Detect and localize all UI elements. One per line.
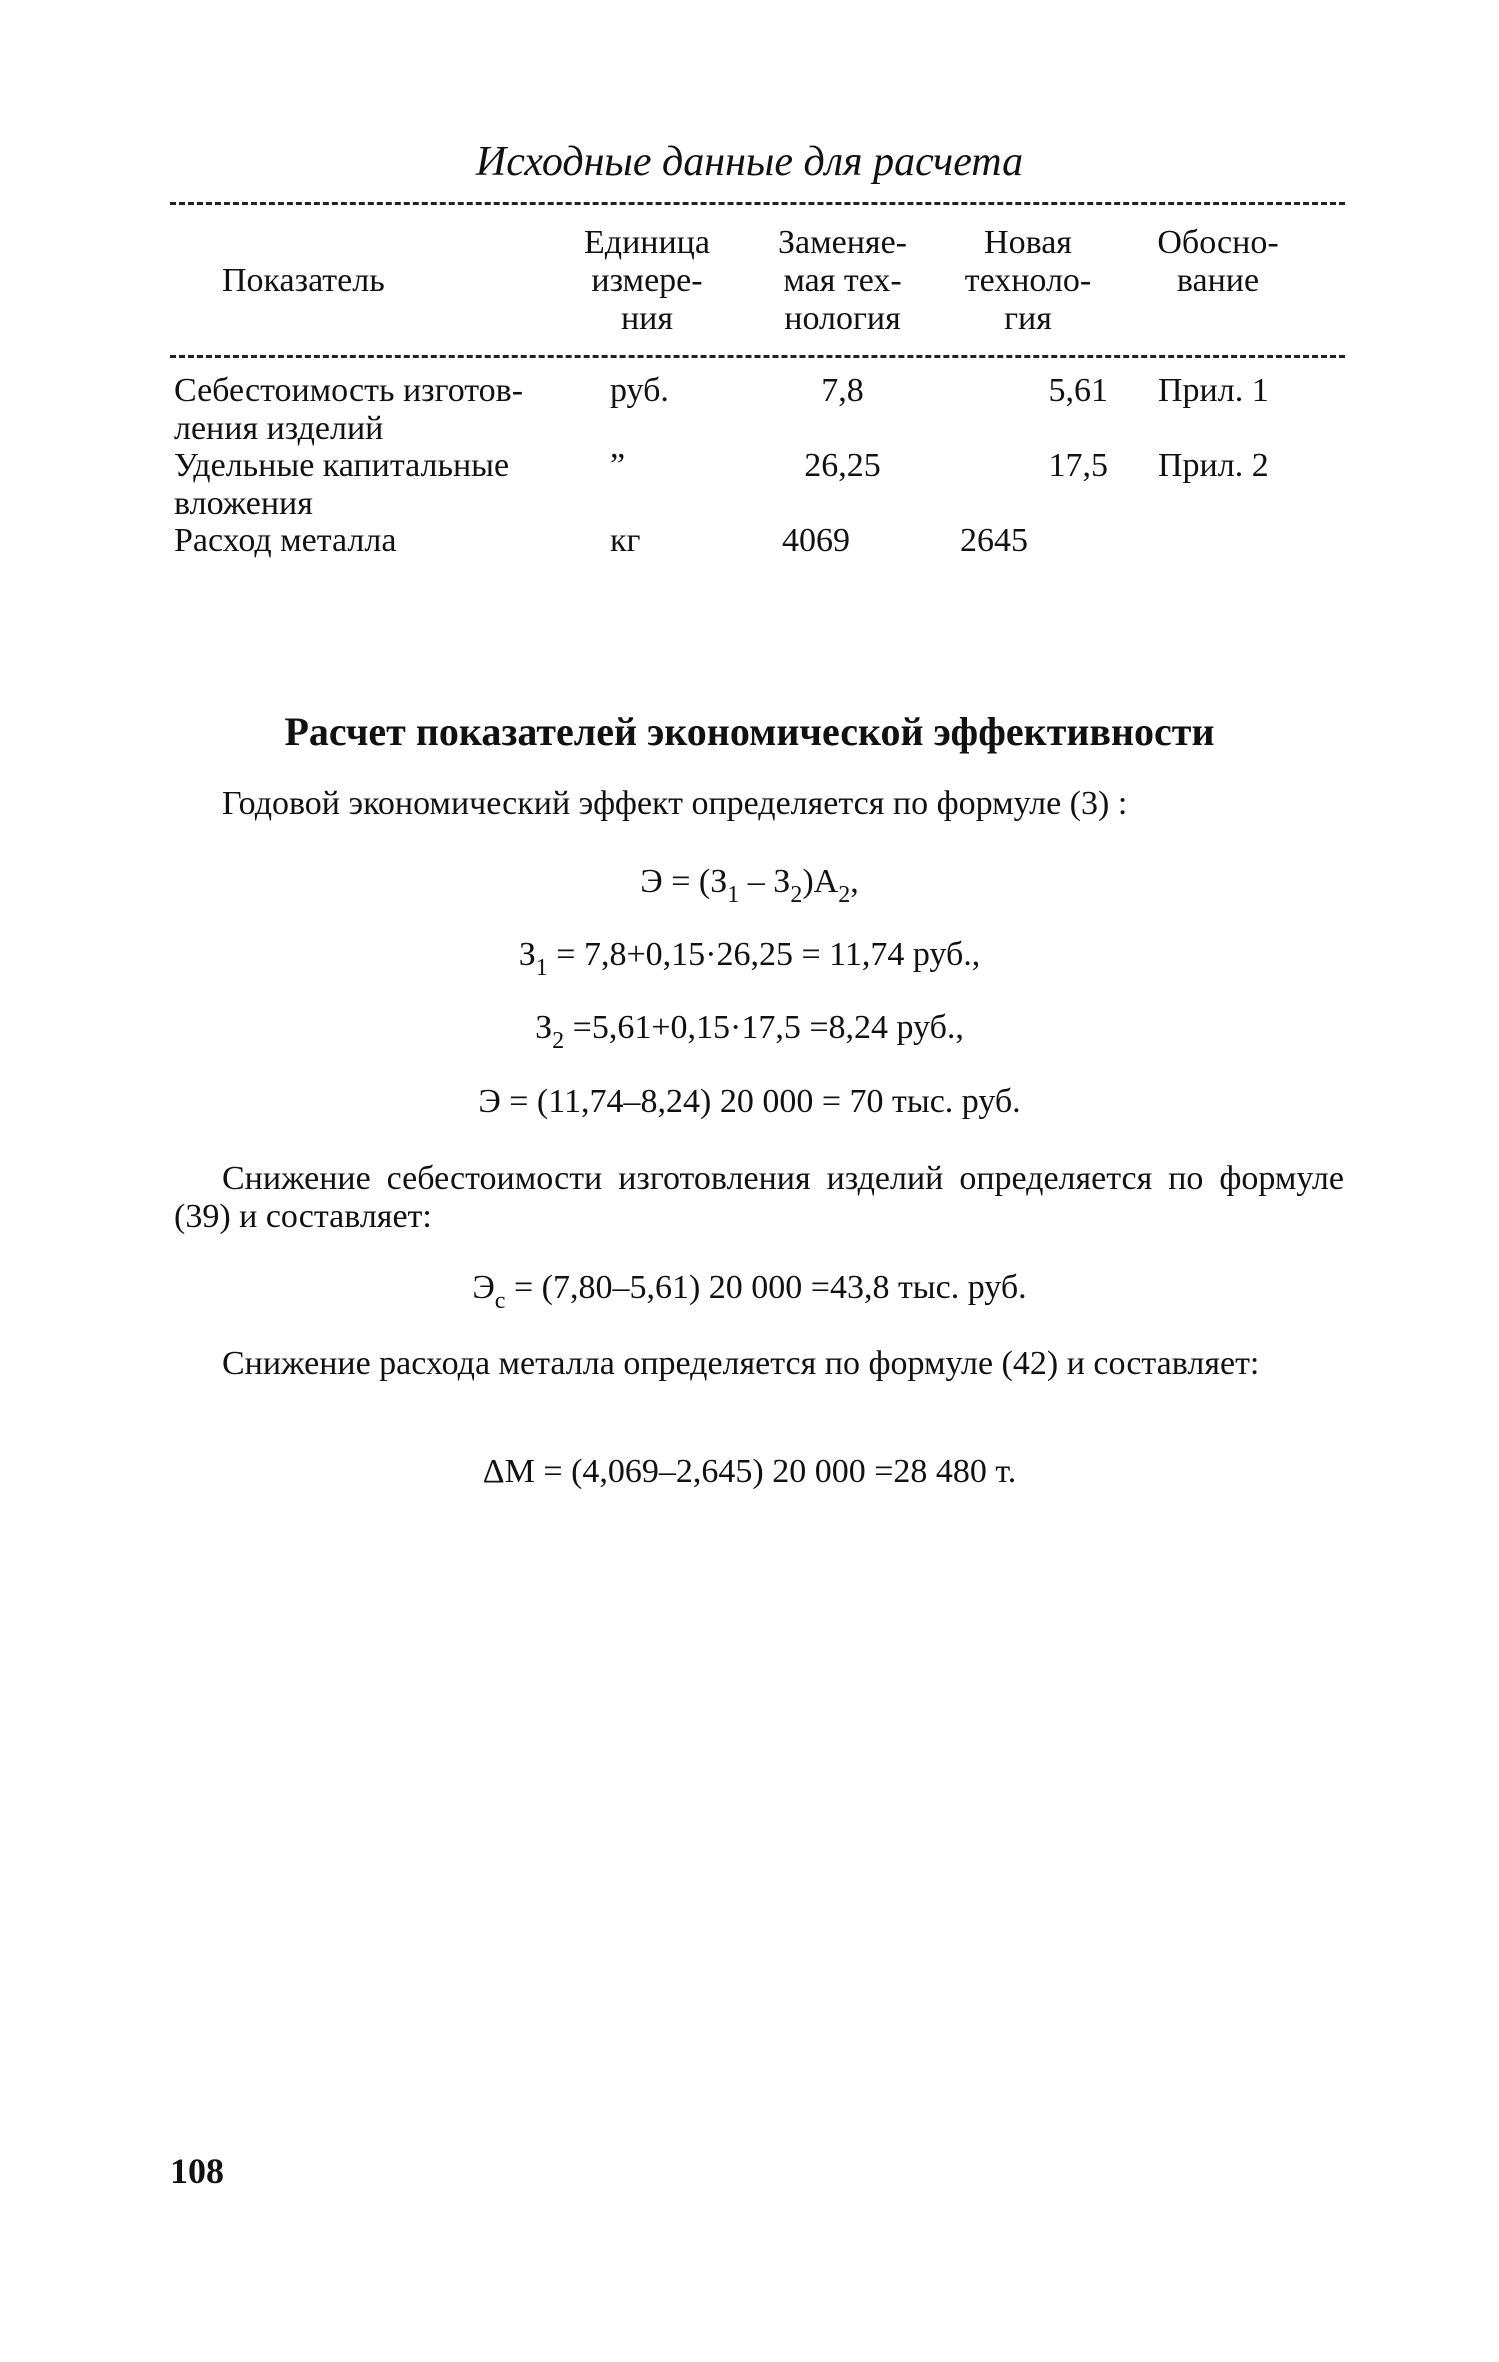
intro-paragraph: Годовой экономический эффект определяется по формуле (3) :	[222, 785, 1128, 822]
row-cost-indicator: Себестоимость изготов- ления изделий	[174, 372, 524, 447]
row-cost-unit: руб.	[610, 372, 669, 409]
formula-z2: $З_2 =5,61+0,15\cdot 17,5 =8,24$ руб.,	[535, 1009, 964, 1054]
header-justification: Обосно- вание	[1157, 224, 1279, 299]
header-indicator: Показатель	[222, 262, 385, 299]
formula-effect-result: Э = (11,74–8,24) 20 000 = 70 тыс. руб.	[478, 1083, 1021, 1120]
row-capital-replaced: 26,25	[804, 447, 881, 484]
header-new-technology: Новая техноло- гия	[964, 224, 1092, 337]
header-unit: Единица измере- ния	[584, 224, 710, 337]
row-cost-justification: Прил. 1	[1158, 372, 1269, 409]
row-cost-replaced: 7,8	[821, 372, 864, 409]
formula-annual-effect: $Э = (З_1 - З_2)A_2$,	[640, 863, 859, 908]
row-metal-indicator: Расход металла	[174, 522, 397, 559]
row-capital-justification: Прил. 2	[1158, 447, 1269, 484]
formula-metal-reduction: ΔМ = (4,069–2,645) 20 000 =28 480 т.	[482, 1453, 1017, 1490]
header-replaced-technology: Заменяе- мая тех- нология	[778, 224, 907, 337]
row-cost-new: 5,61	[1048, 372, 1108, 409]
metal-reduction-paragraph: Снижение расхода металла определяется по формуле (42) и составляет:	[222, 1345, 1260, 1382]
row-capital-new: 17,5	[1048, 447, 1108, 484]
row-metal-new: 2645	[960, 522, 1028, 559]
row-capital-unit: ”	[610, 447, 626, 484]
formula-cost-reduction: $Э_с = (7,80-5,61)$ 20 000 =43,8 тыс. руб.	[472, 1269, 1027, 1314]
cost-reduction-paragraph: Снижение себестоимости изготовления изделий определяется по формуле (39) и составляет:	[174, 1160, 1344, 1235]
table-header-rule	[170, 355, 1345, 358]
table-top-rule	[170, 202, 1345, 205]
table-title: Исходные данные для расчета	[475, 139, 1024, 185]
row-capital-indicator: Удельные капитальные вложения	[174, 447, 510, 522]
row-metal-replaced: 4069	[782, 522, 850, 559]
formula-z1: $З_1 = 7,8+0,15\cdot 26,25 = 11,74$ руб.,	[518, 936, 981, 981]
section-title: Расчет показателей экономической эффективности	[284, 709, 1215, 754]
row-metal-unit: кг	[610, 522, 641, 559]
page-number: 108	[170, 2151, 224, 2191]
